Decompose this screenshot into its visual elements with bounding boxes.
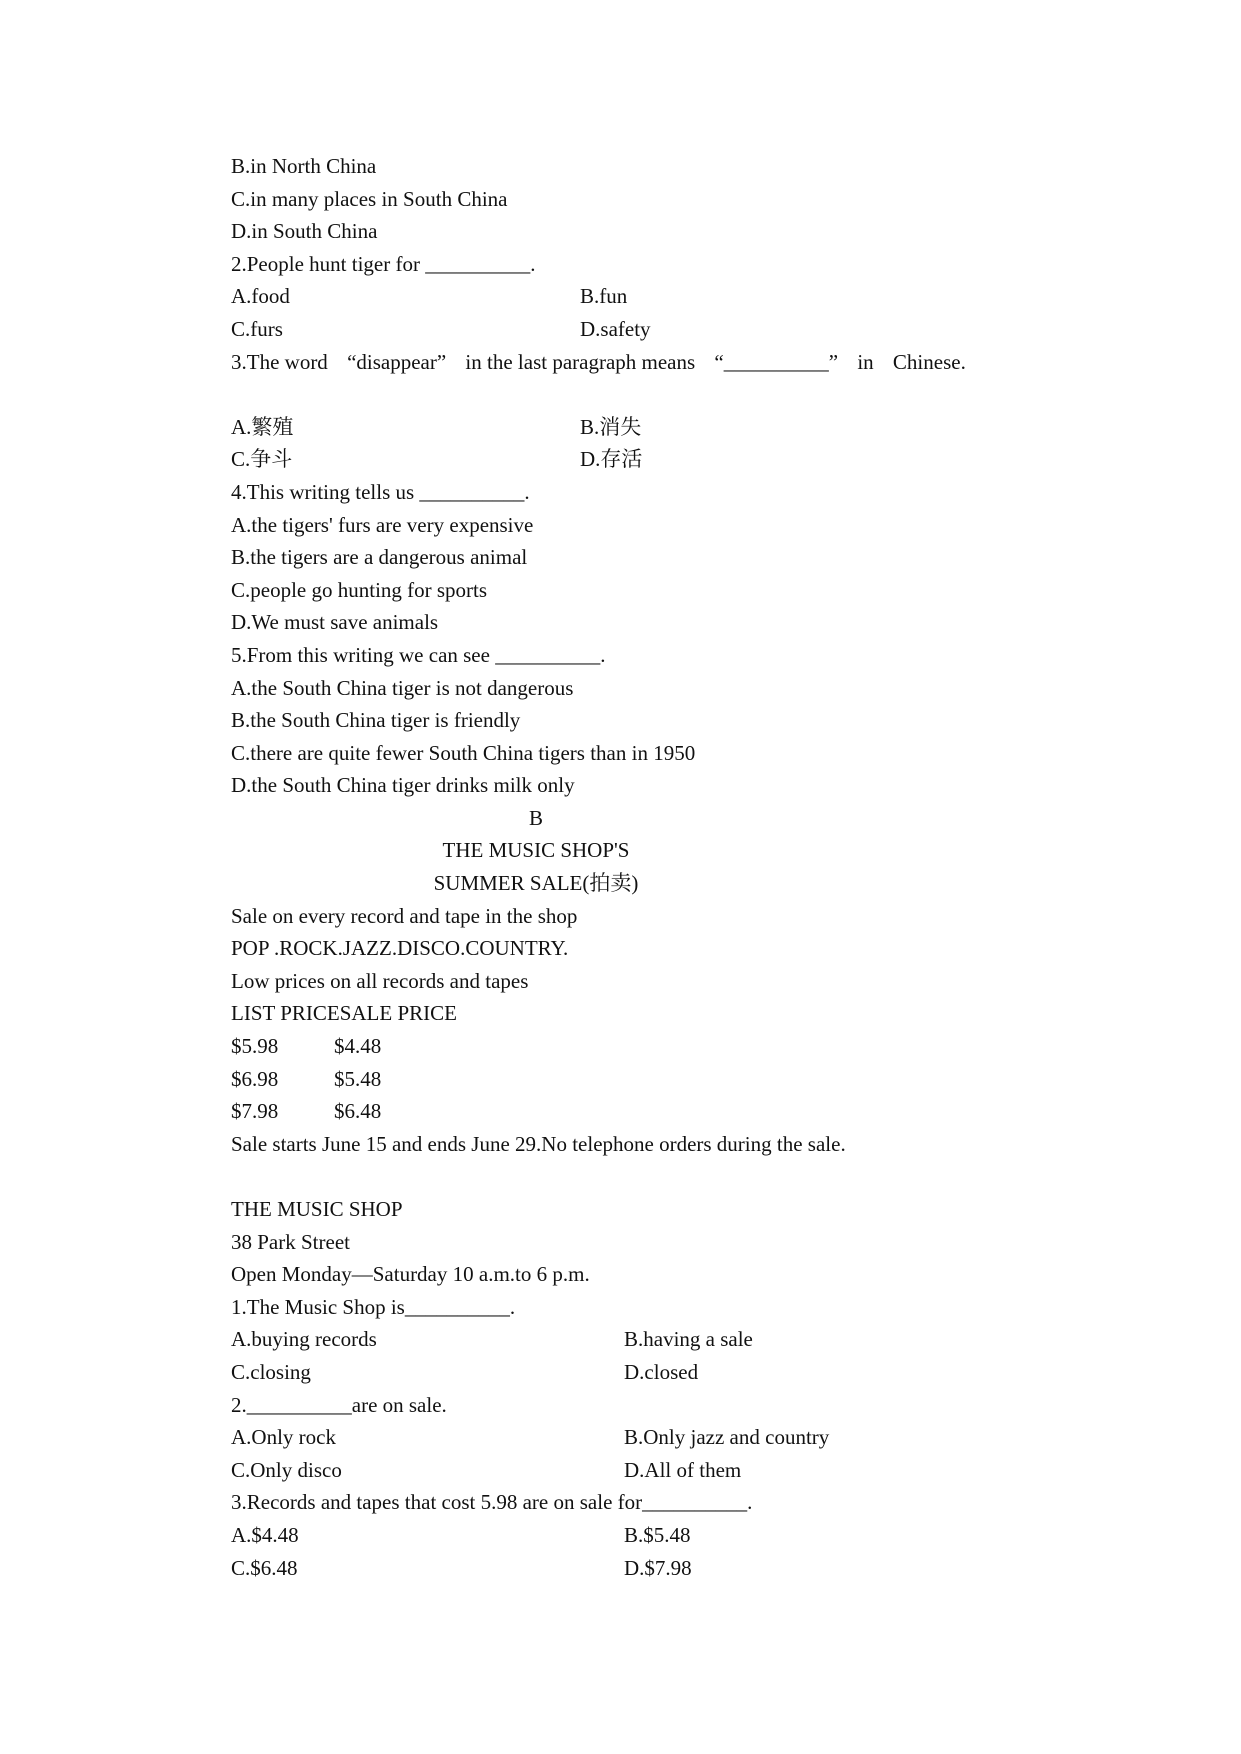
blank-line bbox=[231, 1160, 1051, 1193]
ad-title: THE MUSIC SHOP'S bbox=[442, 838, 630, 863]
worksheet-page bbox=[231, 150, 1051, 1584]
stem-part: “__________” bbox=[714, 349, 839, 374]
shop-name: THE MUSIC SHOP bbox=[231, 1197, 403, 1221]
option-row bbox=[231, 1356, 1051, 1389]
option-row bbox=[231, 313, 1051, 346]
option-b: B.$5.48 bbox=[624, 1522, 691, 1547]
option-d: D.$7.98 bbox=[624, 1555, 692, 1580]
option-row bbox=[231, 411, 1051, 444]
option-row bbox=[231, 1552, 1051, 1585]
stem-part: in the last paragraph means bbox=[465, 349, 696, 374]
option-a: A.the South China tiger is not dangerous bbox=[231, 675, 574, 700]
ad-subtitle: SUMMER SALE(拍卖) bbox=[433, 871, 639, 896]
option-d: D.All of them bbox=[624, 1457, 742, 1482]
option-c: C.$6.48 bbox=[231, 1555, 298, 1580]
option-c: C.争斗 bbox=[231, 447, 293, 472]
option-row bbox=[231, 1421, 1051, 1454]
question-stem: 1.The Music Shop is__________. bbox=[231, 1294, 516, 1319]
sale-price: $5.48 bbox=[334, 1066, 382, 1091]
option-b: B.消失 bbox=[580, 414, 642, 439]
stem-part: “disappear” bbox=[347, 349, 447, 374]
option-d: D.存活 bbox=[580, 447, 643, 472]
price-row bbox=[231, 1095, 1051, 1128]
option-c: C.in many places in South China bbox=[231, 186, 508, 211]
option-a: A.the tigers' furs are very expensive bbox=[231, 512, 534, 537]
option-c: C.furs bbox=[231, 316, 283, 341]
question-stem: 4.This writing tells us __________. bbox=[231, 479, 530, 504]
option-row bbox=[231, 1454, 1051, 1487]
stem-part: in bbox=[857, 349, 874, 374]
option-d: D.We must save animals bbox=[231, 610, 439, 635]
question-stem: 5.From this writing we can see __________. bbox=[231, 642, 606, 667]
option-row bbox=[231, 443, 1051, 476]
option-d: D.safety bbox=[580, 316, 651, 341]
ad-line: POP .ROCK.JAZZ.DISCO.COUNTRY. bbox=[231, 936, 569, 961]
blank-line bbox=[231, 378, 1051, 411]
price-row bbox=[231, 1063, 1051, 1096]
option-row bbox=[231, 280, 1051, 313]
option-d: D.closed bbox=[624, 1359, 699, 1384]
sale-price: $6.48 bbox=[334, 1099, 382, 1124]
option-b: B.the South China tiger is friendly bbox=[231, 708, 521, 733]
question-stem: 2.__________are on sale. bbox=[231, 1392, 447, 1417]
sale-note: Sale starts June 15 and ends June 29.No telephone orders during the sale. bbox=[231, 1131, 846, 1156]
question-stem: 3.Records and tapes that cost 5.98 are on sale for__________. bbox=[231, 1490, 753, 1515]
sale-price: $4.48 bbox=[334, 1034, 382, 1059]
option-b: B.the tigers are a dangerous animal bbox=[231, 545, 528, 570]
option-b: B.in North China bbox=[231, 154, 377, 178]
option-a: A.food bbox=[231, 284, 290, 309]
option-a: A.繁殖 bbox=[231, 414, 294, 439]
list-price: $6.98 bbox=[231, 1066, 279, 1091]
option-c: C.there are quite fewer South China tigers than in 1950 bbox=[231, 740, 696, 765]
price-header: LIST PRICESALE PRICE bbox=[231, 1001, 457, 1026]
option-c: C.closing bbox=[231, 1359, 311, 1384]
stem-part: Chinese. bbox=[892, 349, 966, 374]
option-d: D.the South China tiger drinks milk only bbox=[231, 773, 575, 798]
price-row bbox=[231, 1030, 1051, 1063]
option-a: A.Only rock bbox=[231, 1425, 336, 1450]
option-a: A.$4.48 bbox=[231, 1522, 299, 1547]
list-price: $7.98 bbox=[231, 1099, 279, 1124]
question-stem bbox=[231, 346, 1051, 379]
option-b: B.fun bbox=[580, 284, 628, 309]
ad-line: Sale on every record and tape in the shop bbox=[231, 903, 578, 928]
question-stem: 2.People hunt tiger for __________. bbox=[231, 251, 536, 276]
shop-hours: Open Monday—Saturday 10 a.m.to 6 p.m. bbox=[231, 1262, 590, 1287]
option-b: B.having a sale bbox=[624, 1327, 753, 1352]
option-a: A.buying records bbox=[231, 1327, 377, 1352]
option-b: B.Only jazz and country bbox=[624, 1425, 830, 1450]
option-d: D.in South China bbox=[231, 219, 378, 244]
option-row bbox=[231, 1519, 1051, 1552]
ad-line: Low prices on all records and tapes bbox=[231, 968, 529, 993]
option-row bbox=[231, 1323, 1051, 1356]
stem-part: 3.The word bbox=[231, 349, 328, 374]
list-price: $5.98 bbox=[231, 1034, 279, 1059]
section-heading: B bbox=[528, 805, 543, 830]
option-c: C.people go hunting for sports bbox=[231, 577, 488, 602]
option-c: C.Only disco bbox=[231, 1457, 342, 1482]
shop-address: 38 Park Street bbox=[231, 1229, 350, 1254]
